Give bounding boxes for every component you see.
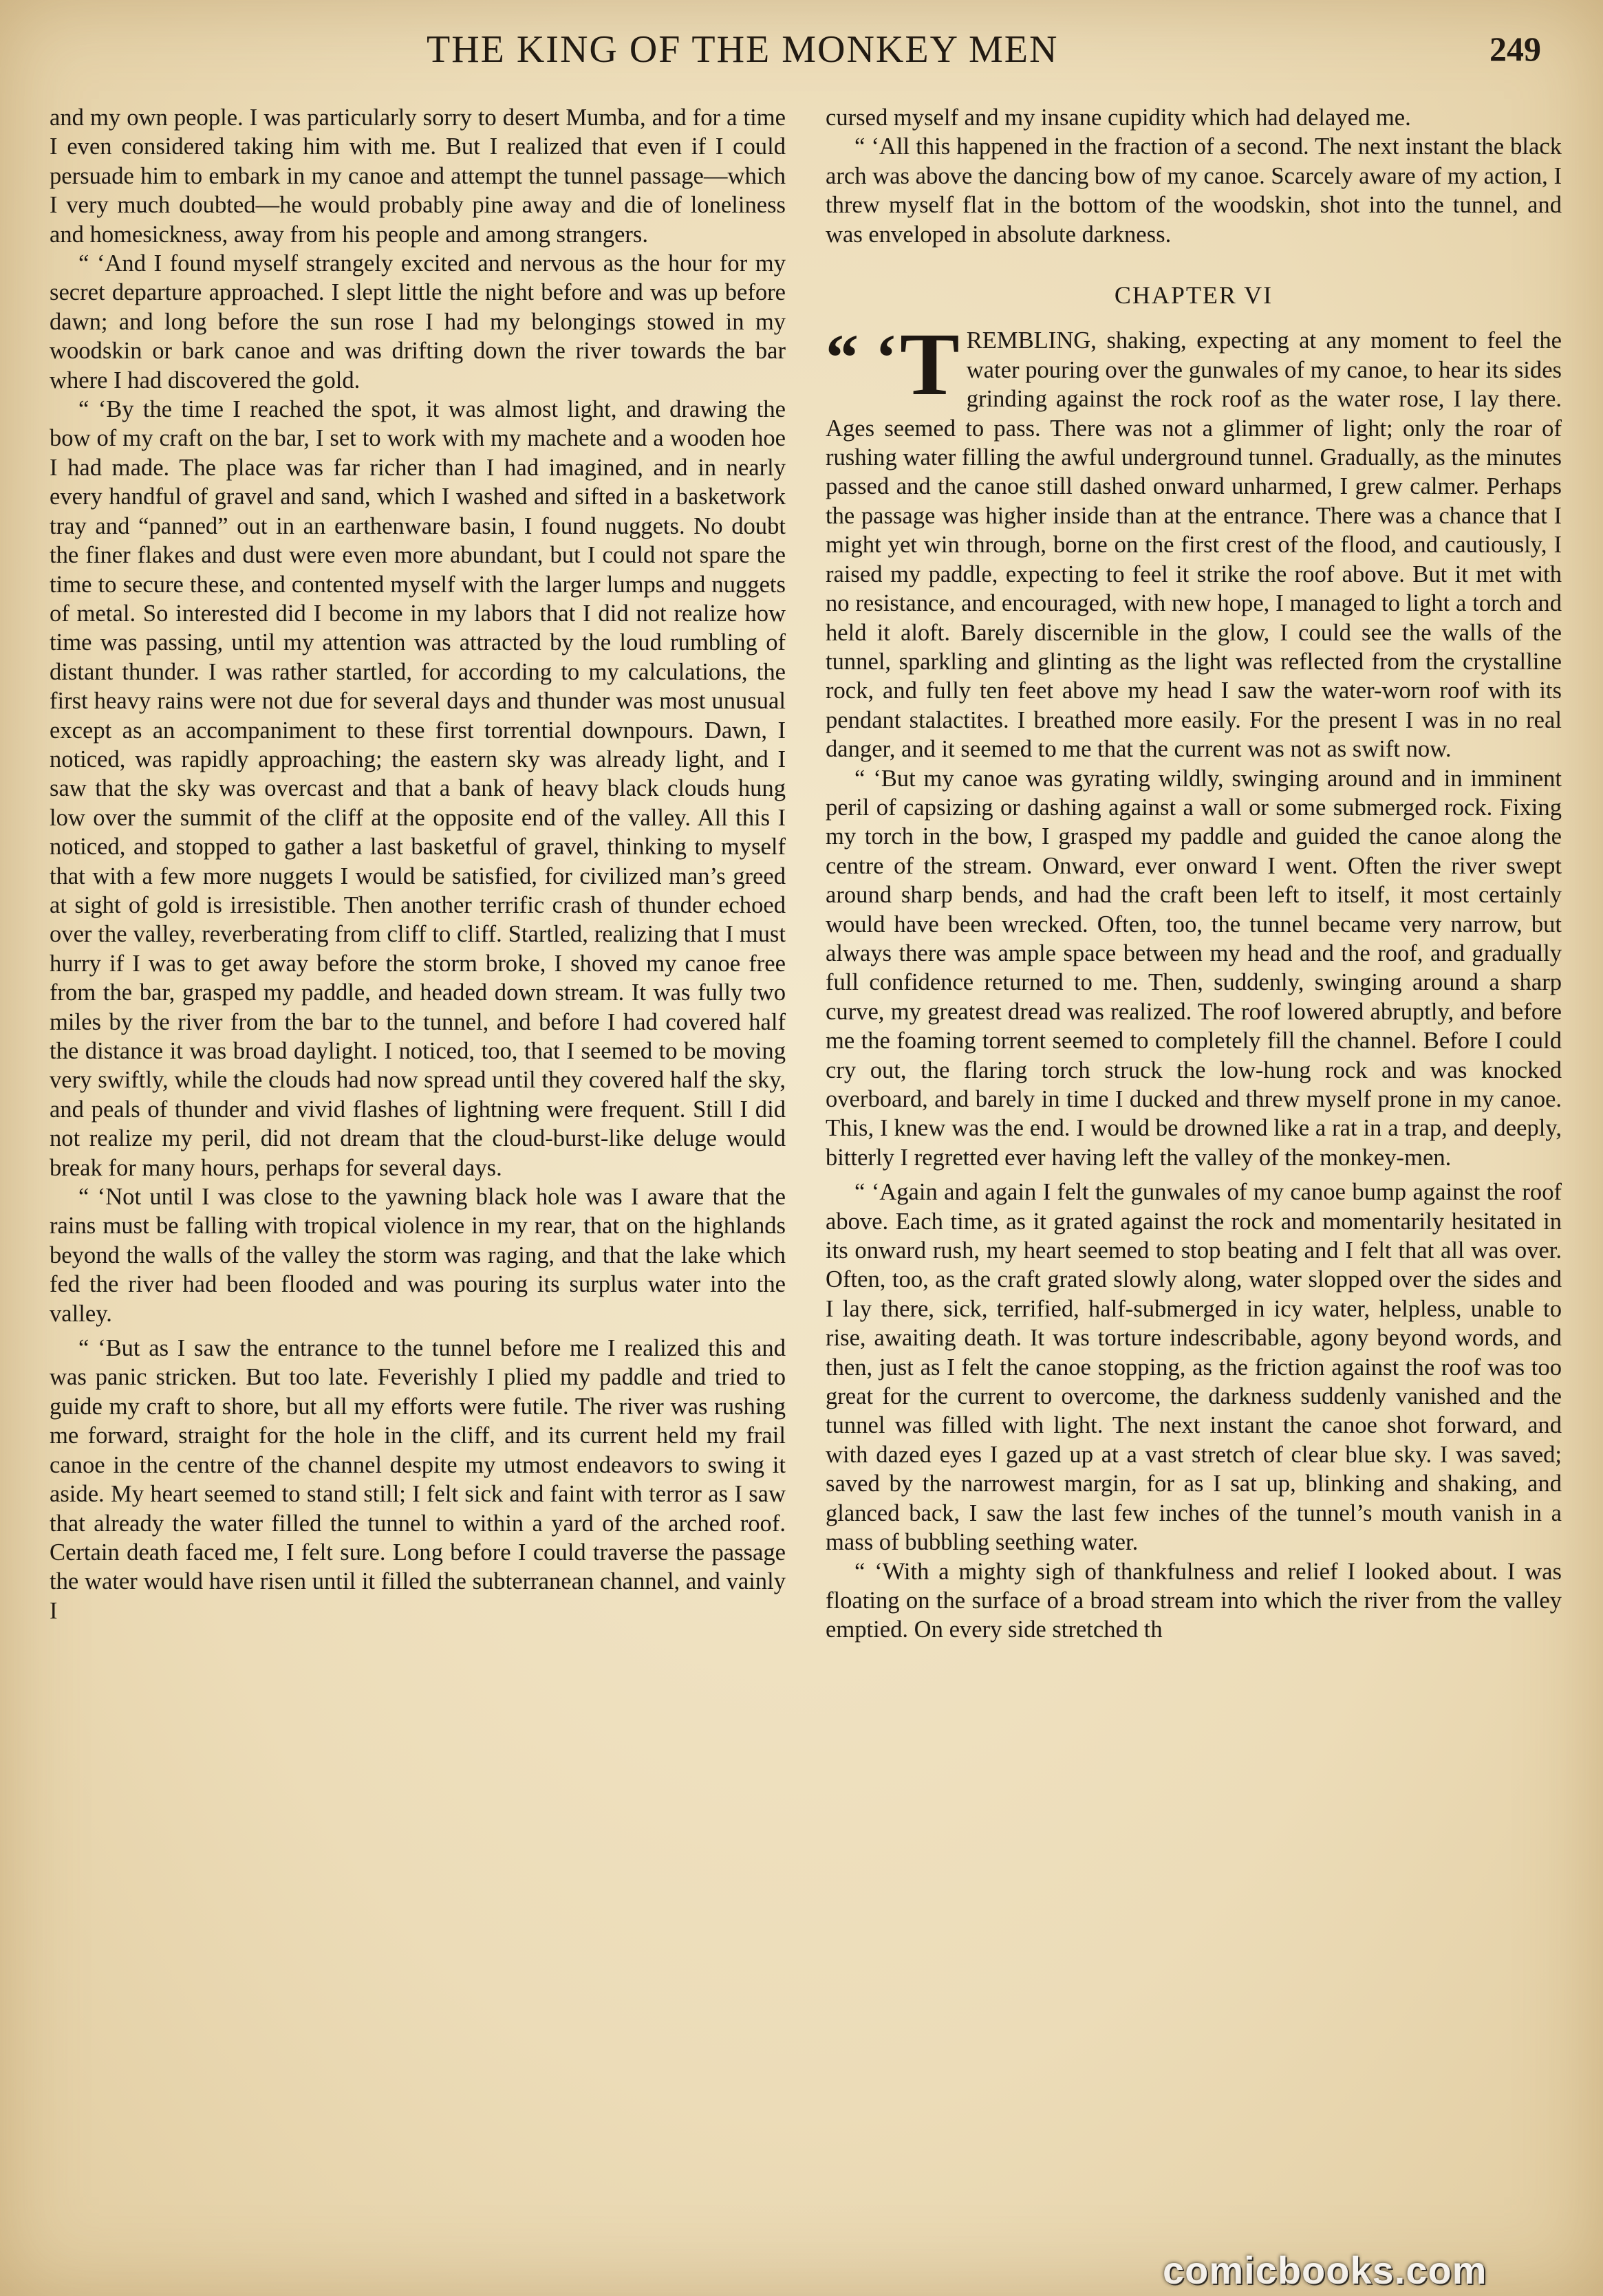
paragraph-text: REMBLING, shaking, expecting at any moment to feel the water pouring over the gunwales of my canoe, to hear its sides grinding against the rock roof as the water rose, I lay there. Ages seemed to pass. There was not a glimmer of light; only the roar of rushing water filling the awful underground tunnel. Gradually, as the minutes passed and the canoe still dashed onward unharmed, I grew calmer. Perhaps the passage was higher inside than at the entrance. There was a chance that I might yet win through, borne on the first crest of the flood, and cautiously, I raised my paddle, expecting to feel it strike the roof above. But it met with no resistance, and encouraged, with new hope, I managed to light a torch and held it aloft. Barely discernible in the glow, I could see the walls of the tunnel, sparkling and glinting as the light was reflected from the crystalline rock, and fully ten feet above my head I saw the water-worn roof with its pendant stalactites. I breathed more easily. For the present I was in no real danger, and it seemed to me that the current was not as swift now. [826, 327, 1562, 763]
paragraph: “ ‘Again and again I felt the gunwales of my canoe bump against the roof above. Each time, as it grated against the rock and momentarily hesitated in its onward rush, my heart seemed to stop beating and I felt that all was over. Often, too, as the craft grated slowly along, water slopped over the sides and I lay there, sick, terrified, half-submerged in icy water, helpless, unable to rise, awaiting death. It was torture indescribable, agony beyond words, and then, just as I felt the canoe stopping, as the friction against the roof was too great for the current to overcome, the darkness suddenly vanished and the tunnel was filled with light. The next instant the canoe shot forward, and with dazed eyes I gazed up at a vast stretch of clear blue sky. I was saved; saved by the narrowest margin, for as I sat up, blinking and shaking, and glanced back, I saw the last few inches of the tunnel’s mouth vanish in a mass of bubbling seething water. [826, 1179, 1562, 1556]
drop-cap-letter: T [899, 315, 960, 415]
chapter-opening-paragraph [826, 315, 1562, 763]
chapter-heading: CHAPTER VI [1114, 281, 1273, 310]
site-watermark: comicbooks.com [1163, 2249, 1487, 2292]
page-number: 249 [1489, 30, 1541, 68]
paragraph: “ ‘But my canoe was gyrating wildly, swinging around and in imminent peril of capsizing or dashing against a wall or some submerged rock. Fixing my torch in the bow, I grasped my paddle and guided the canoe along the centre of the stream. Onward, ever onward I went. Often the river swept around sharp bends, and had the craft been left to itself, it most certainly would have been wrecked. Often, too, the tunnel became very narrow, but always there was ample space between my head and the roof, and gradually full confidence returned to me. Then, suddenly, swinging around a sharp curve, my greatest dread was realized. The roof lowered abruptly, and before me the foaming torrent seemed to completely fill the channel. Before I could cry out, the flaring torch struck the low-hung rock and was knocked overboard, and barely in time I ducked and threw myself prone in my canoe. This, I knew was the end. I would be drowned like a rat in a trap, and deeply, bitterly I regretted ever having left the valley of the monkey-men. [826, 765, 1562, 1171]
paragraph: “ ‘And I found myself strangely excited and nervous as the hour for my secret departure approached. I slept little the night before and was up before dawn; and long before the sun rose I had my belongings stowed in my woodskin or bark canoe and was drifting down the river towards the bar where I had discovered the gold. [50, 250, 786, 393]
paragraph: “ ‘All this happened in the fraction of a second. The next instant the black arch was above the dancing bow of my canoe. Scarcely aware of my action, I threw myself flat in the bottom of the woodskin, shot into the tunnel, and was enveloped in absolute darkness. [826, 133, 1562, 248]
left-column [50, 103, 786, 1625]
page-title: THE KING OF THE MONKEY MEN [427, 28, 1059, 71]
running-head [0, 28, 1603, 76]
paragraph: “ ‘But as I saw the entrance to the tunnel before me I realized this and was panic stricken. But too late. Feverishly I plied my paddle and tried to guide my craft to shore, but all my efforts were futile. The river was rushing me forward, straight for the hole in the cliff, and its current held my frail canoe in the centre of the channel despite my utmost endeavors to swing it aside. My heart seemed to stand still; I felt sick and faint with terror as I saw that already the water filled the tunnel to within a yard of the arched roof. Certain death faced me, I felt sure. Long before I could traverse the passage the water would have risen until it filled the subterranean channel, and vainly I [50, 1335, 786, 1624]
right-column [826, 103, 1562, 1645]
paragraph: cursed myself and my insane cupidity which had delayed me. [826, 105, 1411, 131]
paragraph: “ ‘By the time I reached the spot, it was almost light, and drawing the bow of my craft on the bar, I set to work with my machete and a wooden hoe I had made. The place was far richer than I had imagined, and in nearly every handful of gravel and sand, which I washed and sifted in a basketwork tray and “panned” out in an earthenware basin, I found nuggets. No doubt the finer flakes and dust were even more abundant, but I could not spare the time to secure these, and contented myself with the larger lumps and nuggets of metal. So interested did I become in my labors that I did not realize how time was passing, until my attention was attracted by the loud rumbling of distant thunder. I was rather startled, for according to my calculations, the first heavy rains were not due for several days and thunder was most unusual except as an accompaniment to these first torrential downpours. Dawn, I noticed, was rapidly approaching; the eastern sky was already light, and I saw that the sky was overcast and that a bank of heavy black clouds hung low over the summit of the cliff at the opposite end of the valley. All this I noticed, and stopped to gather a last basketful of gravel, thinking to myself that with a few more nuggets I would be satisfied, for civilized man’s greed at sight of gold is irresistible. Then another terrific crash of thunder echoed over the valley, reverberating from cliff to cliff. Startled, realizing that I must hurry if I was to get away before the storm broke, I shoved my canoe free from the bar, grasped my paddle, and headed down stream. It was fully two miles by the river from the bar to the tunnel, and before I had covered half the distance it was broad daylight. I noticed, too, that I seemed to be moving very swiftly, while the clouds had now spread until they covered half the sky, and peals of thunder and vivid flashes of lightning were frequent. Still I did not realize my peril, did not dream that the cloud-burst-like deluge would break for many hours, perhaps for several days. [50, 396, 786, 1181]
paragraph: “ ‘Not until I was close to the yawning black hole was I aware that the rains must be falling with tropical violence in my rear, that on the highlands beyond the walls of the valley the storm was raging, and that the lake which fed the river had been flooded and was pouring its surplus water into the valley. [50, 1184, 786, 1327]
opening-quote-mark: “ ‘ [826, 321, 897, 395]
paragraph: and my own people. I was particularly sorry to desert Mumba, and for a time I even considered taking him with me. But I realized that even if I could persuade him to embark in my canoe and attempt the tunnel passage—which I very much doubted—he would probably pine away and die of loneliness and homesickness, away from his people and among strangers. [50, 105, 786, 248]
paragraph: “ ‘With a mighty sigh of thankfulness and relief I looked about. I was floating on the surface of a broad stream into which the river from the valley emptied. On every side stretched th [826, 1558, 1562, 1643]
